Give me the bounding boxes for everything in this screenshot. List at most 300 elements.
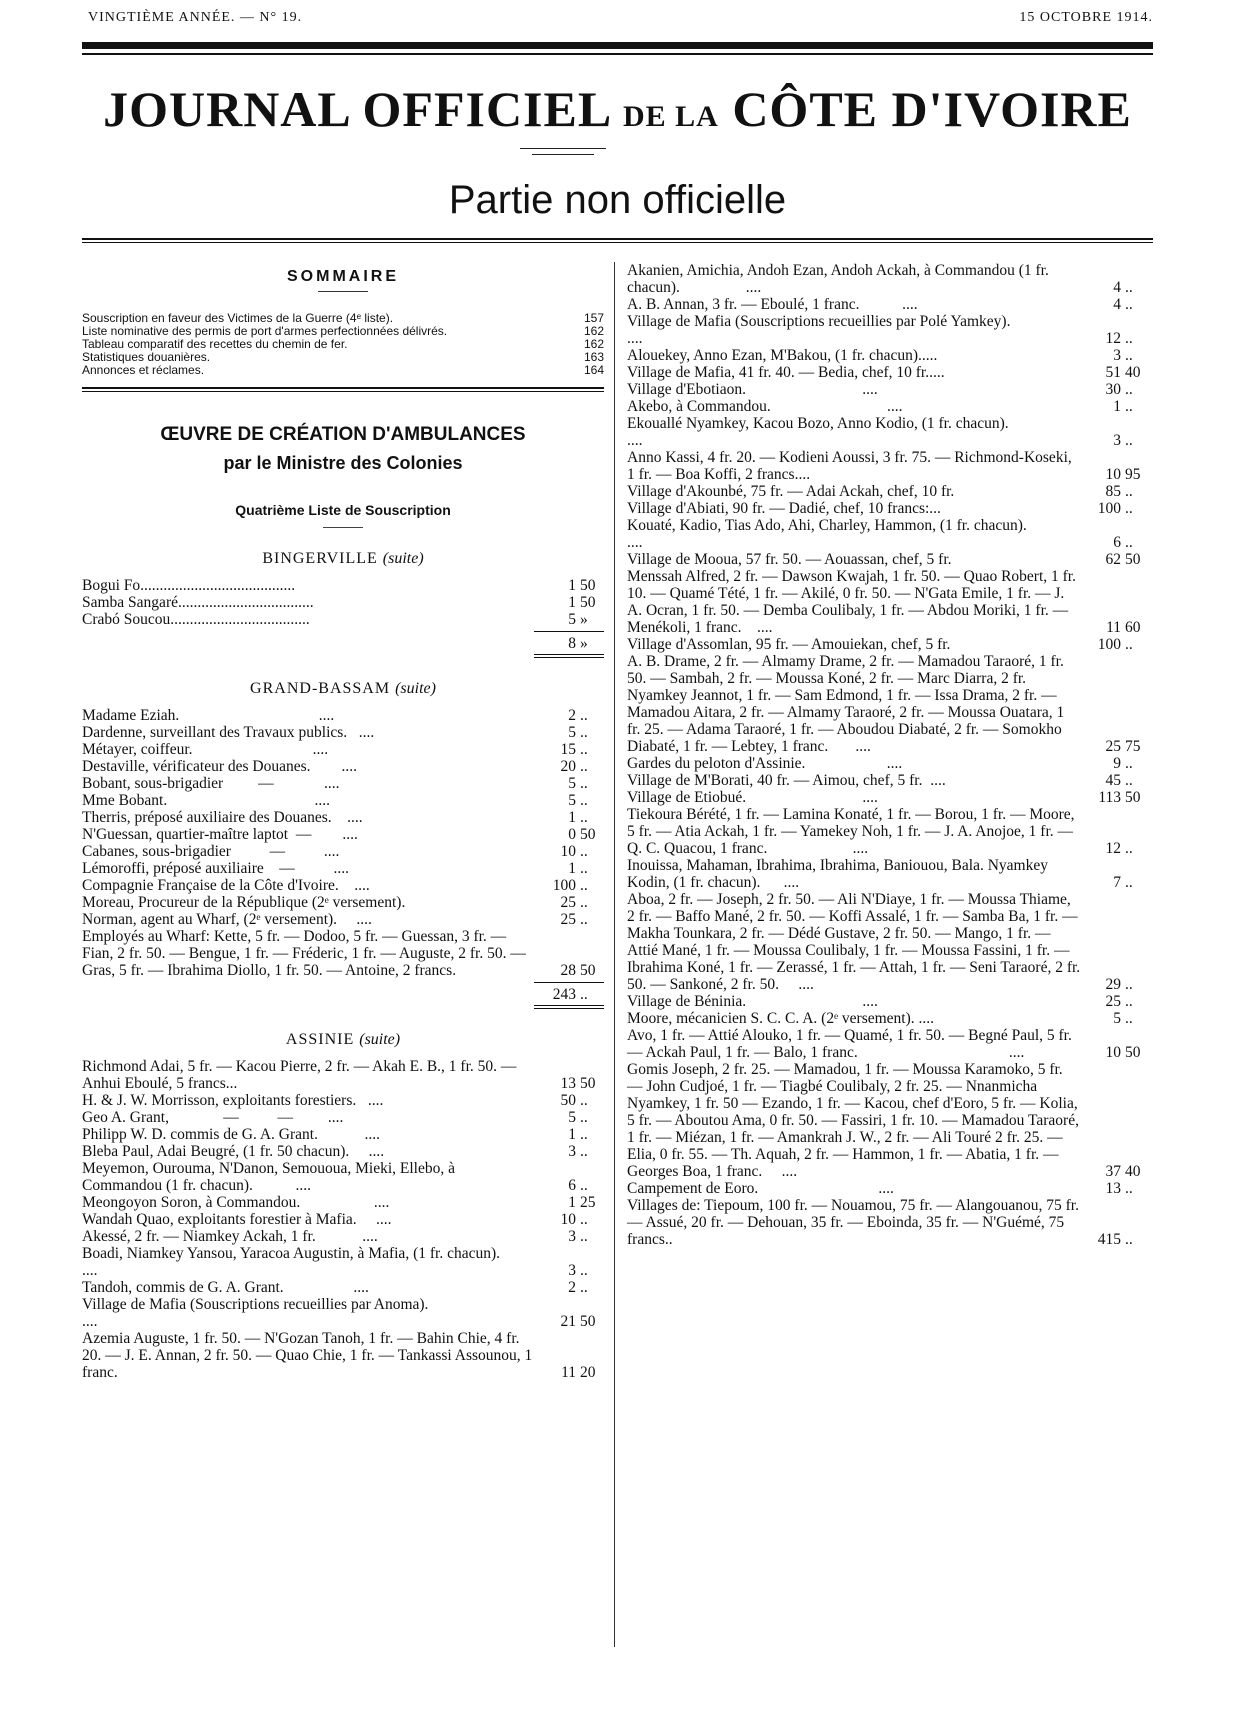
amount <box>536 1313 604 1330</box>
list-item <box>82 1058 604 1092</box>
sommaire-item-page: 164 <box>583 363 604 377</box>
amount <box>1081 466 1149 483</box>
subscriber-name: Anno Kassi, 4 fr. 20. — Kodieni Aoussi, 3 fr. 75. — Richmond-Koseki, 1 fr. — Boa Koffi, 2 francs.... <box>627 449 1076 483</box>
section-grand-bassam: GRAND-BASSAM (suite) <box>250 680 436 697</box>
amount-centimes: 50 <box>1125 1044 1141 1061</box>
sommaire-item-title: Liste nominative des permis de port d'armes perfectionnées délivrés. <box>82 324 448 338</box>
amount-centimes: .. <box>1125 279 1133 296</box>
sommaire-item-page: 162 <box>583 337 604 351</box>
amount <box>1081 330 1149 347</box>
list-item <box>82 741 604 758</box>
subscriber-name: Village de Mafia (Souscriptions recueillies par Polé Yamkey). .... <box>627 313 1119 347</box>
amount-francs: 4 <box>1113 279 1121 296</box>
amount-centimes: .. <box>1125 296 1133 313</box>
amount <box>536 775 604 792</box>
amount-centimes: .. <box>580 911 588 928</box>
amount <box>1081 789 1149 806</box>
section-bingerville: BINGERVILLE (suite) <box>262 550 424 567</box>
list-item <box>627 1197 1149 1248</box>
subscriber-name: Therris, préposé auxiliaire des Douanes. .... <box>82 809 363 826</box>
amount-francs: 50 <box>560 1092 576 1109</box>
amount-centimes: .. <box>580 741 588 758</box>
list-item <box>82 1092 604 1109</box>
subscriber-name: H. & J. W. Morrisson, exploitants forestiers. .... <box>82 1092 384 1109</box>
amount-francs: 6 <box>568 1177 576 1194</box>
subscriber-name: Destaville, vérificateur des Douanes. .... <box>82 758 358 775</box>
list-item <box>627 636 1149 653</box>
amount-francs: 10 <box>560 843 576 860</box>
subscriber-name: Avo, 1 fr. — Attié Alouko, 1 fr. — Quamé, 1 fr. 50. — Begné Paul, 5 fr. — Ackah Paul, 1 fr. — Balo, 1 franc. .... <box>627 1027 1076 1061</box>
total-rule <box>534 1005 604 1006</box>
amount-centimes: .. <box>1125 1231 1133 1248</box>
subscriber-name: Madame Eziah. .... <box>82 707 335 724</box>
subscriber-name: Gomis Joseph, 2 fr. 25. — Mamadou, 1 fr. — Moussa Karamoko, 5 fr. — John Cudjoé, 1 fr. — Tiagbé Coulibaly, 2 fr. 25. — Nnanmicha Nyamkey, 1 fr. 50 — Ezando, 1 fr. — Kacou, chef d'Eoro, 5 fr. — Kolia, 5 fr. — Aboutou Ama, 0 fr. 50. — Fassiri, 1 fr. 10. — Mamadou Taraoré, 1 fr. — Miézan, 1 fr. — Amankrah J. W., 2 fr. — Ali Touré 2 fr. 25. — Elia, 0 fr. 55. — Th. Aquah, 2 fr. — Hammon, 1 fr. — Abatia, 1 fr. — Georges Boa, 1 franc. .... <box>627 1061 1083 1180</box>
list-item <box>82 843 604 860</box>
list-item <box>82 877 604 894</box>
amount-centimes: .. <box>1125 534 1133 551</box>
column-divider <box>614 262 615 1647</box>
amount-centimes: .. <box>1125 483 1133 500</box>
list-item <box>627 772 1149 789</box>
amount <box>1081 500 1149 517</box>
amount-centimes: .. <box>1125 330 1133 347</box>
amount <box>1081 534 1149 551</box>
amount <box>1081 364 1149 381</box>
list-item <box>82 1279 604 1296</box>
amount-francs: 13 <box>560 1075 576 1092</box>
amount-francs: 100 <box>1097 500 1121 517</box>
amount-francs: 62 <box>1105 551 1121 568</box>
amount <box>536 1177 604 1194</box>
amount-centimes: .. <box>580 1092 588 1109</box>
subscriber-name: Wandah Quao, exploitants forestier à Mafia. .... <box>82 1211 392 1228</box>
subscriber-name: Akebo, à Commandou. .... <box>627 398 903 415</box>
list-item <box>82 611 604 628</box>
list-item <box>627 415 1149 449</box>
amount <box>1081 551 1149 568</box>
amount-francs: 2 <box>568 707 576 724</box>
header-thin-rule <box>82 53 1153 55</box>
amount-francs: 45 <box>1105 772 1121 789</box>
amount-francs: 3 <box>568 1143 576 1160</box>
amount-centimes: .. <box>580 1228 588 1245</box>
list-item <box>82 724 604 741</box>
subscriber-name: Alouekey, Anno Ezan, M'Bakou, (1 fr. chacun)..... <box>627 347 938 364</box>
subscriber-name: Boadi, Niamkey Yansou, Yaracoa Augustin, à Mafia, (1 fr. chacun). .... <box>82 1245 593 1279</box>
amount <box>1081 738 1149 755</box>
amount-francs: 1 <box>568 1194 576 1211</box>
sommaire-list <box>82 312 604 377</box>
list-item <box>627 653 1149 755</box>
amount-francs: 6 <box>1113 534 1121 551</box>
subscriber-name: Meyemon, Ourouma, N'Danon, Semououa, Mieki, Ellebo, à Commandou (1 fr. chacun). .... <box>82 1160 459 1194</box>
amount <box>1081 1180 1149 1197</box>
amount-francs: 5 <box>568 724 576 741</box>
amount-francs: 1 <box>568 809 576 826</box>
list-item <box>82 860 604 877</box>
amount <box>1081 398 1149 415</box>
amount-francs: 25 <box>1105 738 1121 755</box>
sommaire-item-title: Tableau comparatif des recettes du chemin de fer. <box>82 337 348 351</box>
amount-francs: 3 <box>568 1262 576 1279</box>
amount-centimes: .. <box>1125 772 1133 789</box>
subscriber-name: Bleba Paul, Adai Beugré, (1 fr. 50 chacun). .... <box>82 1143 385 1160</box>
amount-francs: 11 <box>1106 619 1121 636</box>
amount <box>536 758 604 775</box>
amount-francs: 30 <box>1105 381 1121 398</box>
list-item <box>82 1245 604 1279</box>
sommaire-item-page: 157 <box>583 311 604 325</box>
amount-francs: 5 <box>568 792 576 809</box>
list-item <box>627 398 1149 415</box>
amount <box>1081 840 1149 857</box>
subscriber-name: Village de M'Borati, 40 fr. — Aimou, chef, 5 fr. .... <box>627 772 946 789</box>
list-item <box>627 1010 1149 1027</box>
bingerville-list <box>82 577 604 628</box>
amount-francs: 25 <box>560 911 576 928</box>
amount <box>536 594 604 611</box>
amount-centimes: .. <box>580 1262 588 1279</box>
amount-centimes: .. <box>580 1109 588 1126</box>
divider <box>82 387 604 389</box>
amount-francs: 415 <box>1097 1231 1121 1248</box>
list-item <box>82 707 604 724</box>
amount-centimes: .. <box>1125 636 1133 653</box>
header-thick-rule <box>82 42 1153 49</box>
bingerville-total: 8 » <box>568 635 588 652</box>
amount <box>1081 1163 1149 1180</box>
subscriber-name: N'Guessan, quartier-maître laptot — .... <box>82 826 358 843</box>
amount <box>536 1211 604 1228</box>
issue-info: VINGTIÈME ANNÉE. — N° 19. <box>88 10 303 25</box>
list-item <box>82 1160 604 1194</box>
amount-francs: 1 <box>568 594 576 611</box>
amount-francs: 51 <box>1105 364 1121 381</box>
amount <box>1081 993 1149 1010</box>
amount-centimes: .. <box>580 1177 588 1194</box>
subscriber-name: Campement de Eoro. .... <box>627 1180 894 1197</box>
amount-francs: 37 <box>1105 1163 1121 1180</box>
amount-francs: 20 <box>560 758 576 775</box>
amount-centimes: .. <box>1125 1010 1133 1027</box>
subscriber-name: Azemia Auguste, 1 fr. 50. — N'Gozan Tanoh, 1 fr. — Bahin Chie, 4 fr. 20. — J. E. Annan, 2 fr. 50. — Quao Chie, 1 fr. — Tankassi Assounou, 1 franc. <box>82 1330 537 1381</box>
subscriber-name: Akessé, 2 fr. — Niamkey Ackah, 1 fr. .... <box>82 1228 378 1245</box>
list-item <box>627 755 1149 772</box>
list-item <box>82 1143 604 1160</box>
amount <box>536 826 604 843</box>
list-item <box>82 1228 604 1245</box>
subscriber-name: Richmond Adai, 5 fr. — Kacou Pierre, 2 fr. — Akah E. B., 1 fr. 50. — Anhui Eboulé, 5 francs... <box>82 1058 520 1092</box>
assinie-list <box>82 1058 604 1381</box>
sommaire-item-title: Statistiques douanières. <box>82 350 211 364</box>
sommaire-item-title: Souscription en faveur des Victimes de la Guerre (4ᵉ liste). <box>82 311 394 325</box>
list-item <box>82 1330 604 1381</box>
amount-francs: 3 <box>1113 347 1121 364</box>
issue-date: 15 OCTOBRE 1914. <box>1019 10 1153 25</box>
amount-centimes: 50 <box>580 1313 596 1330</box>
subscriber-name: Bobant, sous-brigadier — .... <box>82 775 340 792</box>
subscriber-name: Village de Etiobué. .... <box>627 789 878 806</box>
amount <box>1081 1231 1149 1248</box>
amount <box>1081 772 1149 789</box>
amount-francs: 11 <box>561 1364 576 1381</box>
subscriber-name: Gardes du peloton d'Assinie. .... <box>627 755 903 772</box>
list-item <box>627 891 1149 993</box>
subscriber-name: Village d'Akounbé, 75 fr. — Adai Ackah, chef, 10 fr. <box>627 483 955 500</box>
masthead-title <box>82 80 1153 138</box>
subscriber-name: A. B. Annan, 3 fr. — Eboulé, 1 franc. .... <box>627 296 918 313</box>
article-title: ŒUVRE DE CRÉATION D'AMBULANCES <box>160 424 526 445</box>
list-item <box>627 381 1149 398</box>
masthead-part2: DE LA <box>622 100 719 133</box>
subscriber-name: Norman, agent au Wharf, (2ᵉ versement). .... <box>82 911 372 928</box>
subscriber-name: Tandoh, commis de G. A. Grant. .... <box>82 1279 369 1296</box>
amount <box>536 877 604 894</box>
amount <box>536 962 604 979</box>
list-item <box>82 758 604 775</box>
subscriber-name: Village d'Abiati, 90 fr. — Dadié, chef, 10 francs:... <box>627 500 941 517</box>
amount <box>1081 347 1149 364</box>
amount-francs: 3 <box>1113 432 1121 449</box>
list-item <box>82 1126 604 1143</box>
amount-centimes: 50 <box>1125 551 1141 568</box>
amount <box>536 860 604 877</box>
amount-centimes: .. <box>580 860 588 877</box>
amount-francs: 15 <box>560 741 576 758</box>
amount <box>536 843 604 860</box>
page-header <box>88 10 1153 26</box>
list-item <box>627 483 1149 500</box>
list-item <box>627 1027 1149 1061</box>
amount <box>536 1092 604 1109</box>
sommaire-item-page: 163 <box>583 350 604 364</box>
list-item <box>82 928 604 979</box>
subscriber-name: Samba Sangaré................................... <box>82 594 314 611</box>
amount-centimes: 50 <box>580 962 596 979</box>
list-item <box>82 1211 604 1228</box>
amount <box>536 1262 604 1279</box>
total-rule <box>534 982 604 983</box>
amount-francs: 10 <box>1105 466 1121 483</box>
amount-francs: 7 <box>1113 874 1121 891</box>
divider <box>82 391 604 392</box>
amount-francs: 10 <box>1105 1044 1121 1061</box>
amount-centimes: .. <box>1125 381 1133 398</box>
subscriber-name: Inouissa, Mahaman, Ibrahima, Ibrahima, Baniouou, Bala. Nyamkey Kodin, (1 fr. chacun). .... <box>627 857 1052 891</box>
list-item <box>82 594 604 611</box>
amount-francs: 25 <box>1105 993 1121 1010</box>
amount <box>1081 381 1149 398</box>
amount-centimes: .. <box>1125 432 1133 449</box>
amount-francs: 25 <box>560 894 576 911</box>
subscriber-name: Village de Mafia, 41 fr. 40. — Bedia, chef, 10 fr..... <box>627 364 945 381</box>
amount <box>1081 874 1149 891</box>
total-rule <box>534 657 604 658</box>
amount <box>536 707 604 724</box>
amount <box>536 894 604 911</box>
amount <box>536 1194 604 1211</box>
amount-francs: 1 <box>568 860 576 877</box>
amount-francs: 5 <box>568 775 576 792</box>
amount-francs: 3 <box>568 1228 576 1245</box>
amount-francs: 85 <box>1105 483 1121 500</box>
amount-centimes: .. <box>580 775 588 792</box>
total-rule <box>534 1008 604 1009</box>
list-item <box>627 296 1149 313</box>
amount-centimes: » <box>580 611 588 628</box>
list-item <box>627 993 1149 1010</box>
amount-francs: 2 <box>568 1279 576 1296</box>
subscriber-name: Village d'Assomlan, 95 fr. — Amouiekan, chef, 5 fr. <box>627 636 951 653</box>
divider <box>318 291 368 292</box>
list-item <box>627 568 1149 636</box>
subscriber-name: Village de Béninia. .... <box>627 993 878 1010</box>
list-item <box>627 262 1149 296</box>
subscriber-name: Village de Mooua, 57 fr. 50. — Aouassan, chef, 5 fr. <box>627 551 952 568</box>
amount-centimes: .. <box>1125 840 1133 857</box>
subscriber-name: A. B. Drame, 2 fr. — Almamy Drame, 2 fr. — Mamadou Taraoré, 1 fr. 50. — Sambah, 2 fr. — Moussa Koné, 2 fr. — Marc Diarra, 2 fr. Nyamkey Jeannot, 1 fr. — Sam Edmond, 1 fr. — Issa Drama, 2 fr. — Mamadou Aitara, 2 fr. — Almamy Taraoré, 2 fr. — Moussa Ouatara, 1 fr. 25. — Adama Taraoré, 1 fr. — Aboudou Diabaté, 2 fr. — Somokho Diabaté, 1 fr. — Lebtey, 1 franc. .... <box>627 653 1069 755</box>
ornament-rule <box>532 154 594 155</box>
amount <box>1081 755 1149 772</box>
grand-bassam-total: 243 .. <box>552 986 588 1003</box>
amount-francs: 1 <box>568 1126 576 1143</box>
amount-centimes: 60 <box>1125 619 1141 636</box>
list-item <box>82 894 604 911</box>
amount <box>536 1143 604 1160</box>
list-item <box>82 809 604 826</box>
amount-centimes: .. <box>580 724 588 741</box>
total-rule <box>534 654 604 655</box>
amount <box>536 724 604 741</box>
subscriber-name: Village de Mafia (Souscriptions recueillies par Anoma). .... <box>82 1296 561 1330</box>
assinie-list-continued <box>627 262 1149 1248</box>
amount-centimes: .. <box>1125 874 1133 891</box>
amount-francs: 5 <box>1113 1010 1121 1027</box>
amount-francs: 1 <box>568 577 576 594</box>
masthead-part3: CÔTE D'IVOIRE <box>732 81 1132 137</box>
amount-centimes: 25 <box>580 1194 596 1211</box>
subscriber-name: Geo A. Grant, — — .... <box>82 1109 344 1126</box>
amount-centimes: .. <box>580 1279 588 1296</box>
amount-centimes: .. <box>580 809 588 826</box>
list-item <box>82 775 604 792</box>
amount-francs: 29 <box>1105 976 1121 993</box>
subscriber-name: Compagnie Française de la Côte d'Ivoire. .... <box>82 877 370 894</box>
amount-centimes: .. <box>580 1126 588 1143</box>
list-item <box>627 364 1149 381</box>
amount <box>536 741 604 758</box>
subscriber-name: Dardenne, surveillant des Travaux publics. .... <box>82 724 375 741</box>
amount <box>536 1075 604 1092</box>
list-item <box>82 577 604 594</box>
amount <box>1081 976 1149 993</box>
amount <box>536 1279 604 1296</box>
amount <box>536 577 604 594</box>
list-item <box>82 911 604 928</box>
amount-centimes: 50 <box>1125 789 1141 806</box>
amount-francs: 21 <box>560 1313 576 1330</box>
amount-centimes: .. <box>580 843 588 860</box>
amount <box>1081 1044 1149 1061</box>
subscriber-name: Lémoroffi, préposé auxiliaire — .... <box>82 860 350 877</box>
amount <box>1081 483 1149 500</box>
amount-francs: 100 <box>552 877 576 894</box>
subscriber-name: Bogui Fo........................................ <box>82 577 296 594</box>
subscriber-name: Meongoyon Soron, à Commandou. .... <box>82 1194 390 1211</box>
amount-centimes: .. <box>1125 347 1133 364</box>
amount-francs: 0 <box>568 826 576 843</box>
amount-francs: 12 <box>1105 330 1121 347</box>
list-title: Quatrième Liste de Souscription <box>235 502 451 518</box>
subscriber-name: Ekouallé Nyamkey, Kacou Bozo, Anno Kodio, (1 fr. chacun). .... <box>627 415 1114 449</box>
list-item <box>82 1109 604 1126</box>
section-rule <box>82 242 1153 243</box>
amount <box>1081 279 1149 296</box>
amount-francs: 4 <box>1113 296 1121 313</box>
subscriber-name: Philipp W. D. commis de G. A. Grant. .... <box>82 1126 380 1143</box>
masthead-part1: JOURNAL OFFICIEL <box>103 81 610 137</box>
amount-centimes: 75 <box>1125 738 1141 755</box>
list-item <box>627 1061 1149 1180</box>
left-column <box>82 262 604 1381</box>
amount-centimes: 50 <box>580 826 596 843</box>
amount-centimes: .. <box>580 1211 588 1228</box>
amount-francs: 10 <box>560 1211 576 1228</box>
amount-centimes: .. <box>1125 500 1133 517</box>
sommaire-item-page: 162 <box>583 324 604 338</box>
amount-francs: 100 <box>1097 636 1121 653</box>
section-assinie: ASSINIE (suite) <box>285 1031 401 1048</box>
list-item <box>627 517 1149 551</box>
amount-centimes: .. <box>1125 755 1133 772</box>
section-rule <box>82 238 1153 240</box>
sommaire-title: SOMMAIRE <box>287 268 399 285</box>
amount-centimes: .. <box>1125 398 1133 415</box>
amount <box>536 1228 604 1245</box>
amount-centimes: .. <box>580 707 588 724</box>
amount-francs: 113 <box>1098 789 1121 806</box>
amount-centimes: .. <box>1125 976 1133 993</box>
total-rule <box>534 631 604 632</box>
subscriber-name: Aboa, 2 fr. — Joseph, 2 fr. 50. — Ali N'Diaye, 1 fr. — Moussa Thiame, 2 fr. — Baffo Mané, 2 fr. 50. — Koffi Assalé, 1 fr. — Samba Ba, 1 fr. — Makha Tounkara, 2 fr. — Dédé Gustave, 2 fr. 50. — Mango, 1 fr. — Attié Mané, 1 fr. — Moussa Coulibaly, 1 fr. — Moussa Fassini, 1 fr. — Ibrahima Koné, 1 fr. — Zerassé, 1 fr. — Attah, 1 fr. — Seni Taraoré, 2 fr. 50. — Sankoné, 2 fr. 50. .... <box>627 891 1085 993</box>
list-item <box>627 500 1149 517</box>
amount <box>536 1126 604 1143</box>
subscriber-name: Crabó Soucou.................................... <box>82 611 310 628</box>
amount-centimes: .. <box>580 877 588 894</box>
list-item <box>82 1194 604 1211</box>
amount-francs: 9 <box>1113 755 1121 772</box>
list-item <box>627 1180 1149 1197</box>
ornament-rule <box>520 148 606 149</box>
list-item <box>627 789 1149 806</box>
amount <box>536 1364 604 1381</box>
amount <box>1081 1010 1149 1027</box>
list-item <box>82 826 604 843</box>
subscriber-name: Menssah Alfred, 2 fr. — Dawson Kwajah, 1 fr. 50. — Quao Robert, 1 fr. 10. — Quamé Tété, 1 fr. — Akilé, 0 fr. 50. — N'Gata Emile, 1 fr. — J. A. Ocran, 1 fr. 50. — Demba Coulibaly, 1 fr. — Abdou Moriki, 1 fr. — Menékoli, 1 franc. .... <box>627 568 1080 636</box>
amount <box>1081 619 1149 636</box>
list-item <box>627 857 1149 891</box>
subscriber-name: Villages de: Tiepoum, 100 fr. — Nouamou, 75 fr. — Alangouanou, 75 fr. — Assué, 20 fr. — Dehouan, 35 fr. — Eboinda, 35 fr. — N'Guémé, 75 francs.. <box>627 1197 1083 1248</box>
amount-centimes: .. <box>1125 993 1133 1010</box>
subscriber-name: Village d'Ebotiaon. .... <box>627 381 878 398</box>
list-item <box>627 347 1149 364</box>
amount-francs: 5 <box>568 611 576 628</box>
amount-centimes: 95 <box>1125 466 1141 483</box>
amount-centimes: 50 <box>580 1075 596 1092</box>
subscriber-name: Employés au Wharf: Kette, 5 fr. — Dodoo, 5 fr. — Guessan, 3 fr. — Fian, 2 fr. 50. — Bengue, 1 fr. — Fréderic, 1 fr. — Auguste, 2 fr. 50. — Gras, 5 fr. — Ibrahima Diollo, 1 fr. 50. — Antoine, 2 francs. <box>82 928 530 979</box>
list-item <box>82 1296 604 1330</box>
amount <box>536 809 604 826</box>
